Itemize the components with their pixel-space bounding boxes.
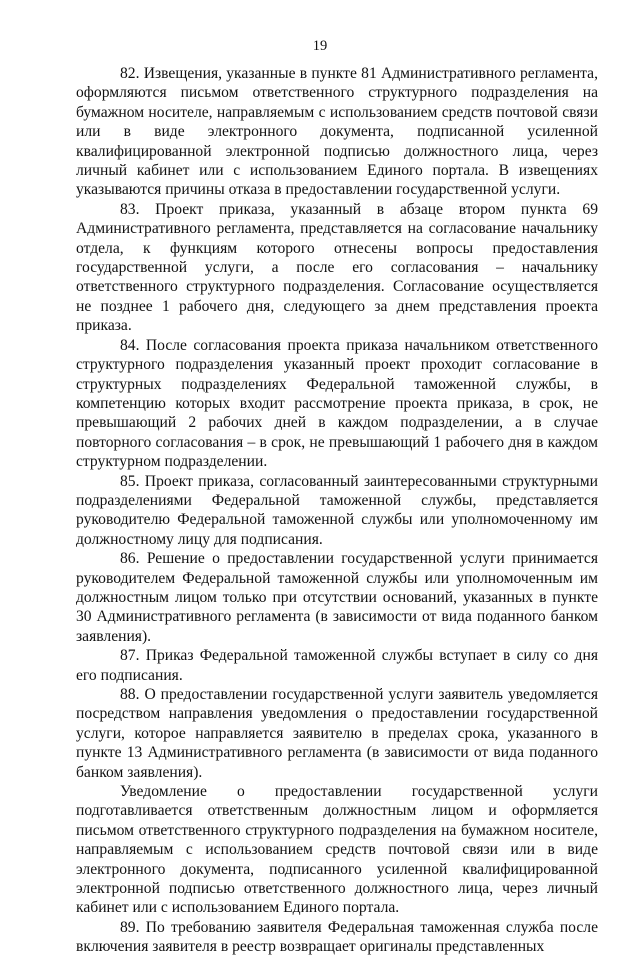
paragraph-88-notification: Уведомление о предоставлении государственной услуги подготавливается ответственным должностным лицом и оформляется письмом ответственного структурного подразделения на бумажном носителе, направляемым с использованием средств почтовой связи или в виде электронного документа, подписанного усиленной квалифицированной электронной подписью ответственного должностного лица, через личный кабинет или с использованием Единого портала. xyxy=(76,783,598,917)
paragraph-85: 85. Проект приказа, согласованный заинтересованными структурными подразделениями Федеральной таможенной службы, представляется руководителю Федеральной таможенной службы или уполномоченному им должностному лицу для подписания. xyxy=(76,472,598,548)
paragraph-83: 83. Проект приказа, указанный в абзаце втором пункта 69 Административного регламента, представляется на согласование начальнику отдела, к функциям которого отнесены вопросы предоставления государственной услуги, а после его согласования – начальнику ответственного структурного подразделения. Согласование осуществляется не позднее 1 рабочего дня, следующего за днем представления проекта приказа. xyxy=(76,200,598,335)
paragraph-86: 86. Решение о предоставлении государственной услуги принимается руководителем Федеральной таможенной службы или уполномоченным им должностным лицом только при отсутствии оснований, указанных в пункте 30 Административного регламента (в зависимости от вида поданного банком заявления). xyxy=(76,550,598,645)
paragraph-87: 87. Приказ Федеральной таможенной службы вступает в силу со дня его подписания. xyxy=(76,647,598,684)
paragraph-84: 84. После согласования проекта приказа начальником ответственного структурного подразделения указанный проект проходит согласование в структурных подразделениях Федеральной таможенной службы, в компетенцию которых входит рассмотрение проекта приказа, в срок, не превышающий 2 рабочих дней в каждом подразделении, а в случае повторного согласования – в срок, не превышающий 1 рабочего дня в каждом структурном подразделении. xyxy=(76,336,598,471)
document-body xyxy=(76,64,598,957)
paragraph-88: 88. О предоставлении государственной услуги заявитель уведомляется посредством направления уведомления о предоставлении государственной услуги, которое направляется заявителю в пределах срока, указанного в пункте 13 Административного регламента (в зависимости от вида поданного банком заявления). xyxy=(76,686,598,781)
paragraph-82: 82. Извещения, указанные в пункте 81 Административного регламента, оформляются письмом ответственного структурного подразделения на бумажном носителе, направляемым с использованием средств почтовой связи или в виде электронного документа, подписанной усиленной квалифицированной электронной подписью должностного лица, через личный кабинет или с использованием Единого портала. В извещениях указываются причины отказа в предоставлении государственной услуги. xyxy=(76,65,598,199)
page-number: 19 xyxy=(312,38,328,54)
paragraph-89: 89. По требованию заявителя Федеральная таможенная служба после включения заявителя в реестр возвращает оригиналы представленных xyxy=(76,918,598,956)
